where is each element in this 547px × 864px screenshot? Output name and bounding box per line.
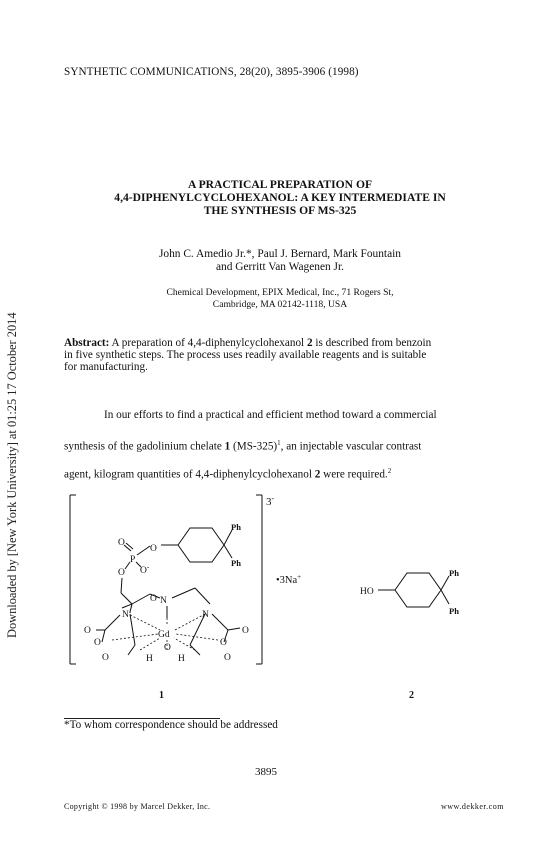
p-label: P xyxy=(130,555,136,565)
intro-compound-2: 2 xyxy=(314,468,321,481)
left-bracket xyxy=(70,495,76,664)
counterion-label: •3Na+ xyxy=(276,573,302,586)
compound-caption-1: 1 xyxy=(159,690,164,701)
abstract-text-2: is described from benzoin xyxy=(312,337,432,349)
footnote: *To whom correspondence should be addressed xyxy=(64,719,278,731)
o-label-k: O xyxy=(164,643,171,653)
h-label-b: H xyxy=(178,654,185,664)
ref-2: 2 xyxy=(387,467,392,475)
intro-text-a: synthesis of the gadolinium chelate xyxy=(64,440,225,453)
ref-1: 1 xyxy=(277,439,281,447)
title-line-2: 4,4-DIPHENYLCYCLOHEXANOL: A KEY INTERMEDIATE IN xyxy=(114,191,446,204)
intro-text-c: , an injectable vascular contrast xyxy=(280,440,422,453)
intro-line-1: In our efforts to find a practical and efficient method toward a commercial xyxy=(104,409,437,421)
abstract-compound-number: 2 xyxy=(306,337,313,349)
o-label-a: O xyxy=(118,538,125,548)
publisher-website: www.dekker.com xyxy=(441,802,504,811)
page-number: 3895 xyxy=(255,766,277,778)
cyclohexane-ring-2 xyxy=(395,573,441,607)
o-label-i: O xyxy=(102,653,109,663)
copyright: Copyright © 1998 by Marcel Dekker, Inc. xyxy=(64,802,211,811)
cyclohexane-ring-1 xyxy=(178,528,224,562)
intro-compound-1: 1 xyxy=(224,440,231,453)
abstract-line-3: for manufacturing. xyxy=(64,361,148,373)
intro-text-b: (MS-325) xyxy=(230,440,278,453)
o-label-c: O xyxy=(118,568,125,578)
affiliation-line-1: Chemical Development, EPIX Medical, Inc., 71 Rogers St, xyxy=(166,287,394,298)
title-line-3: THE SYNTHESIS OF MS-325 xyxy=(203,204,357,217)
o-label-d: O xyxy=(150,594,157,604)
ho-label: HO xyxy=(360,587,374,597)
download-watermark-text: Downloaded by [New York University] at 01:25 17 October 2014 xyxy=(5,312,19,638)
abstract-text-1: A preparation of 4,4-diphenylcyclohexanol xyxy=(109,337,307,349)
author-line-1: John C. Amedio Jr.*, Paul J. Bernard, Mark Fountain xyxy=(158,248,402,260)
intro-text-e: were required. xyxy=(320,468,388,481)
charge-label: 3- xyxy=(266,494,275,508)
journal-header: SYNTHETIC COMMUNICATIONS, 28(20), 3895-3906 (1998) xyxy=(64,66,359,78)
right-bracket xyxy=(256,495,262,664)
o-label-e: O xyxy=(84,626,91,636)
ph-label-1a: Ph xyxy=(231,522,241,532)
abstract-label: Abstract: xyxy=(64,337,110,349)
o-label-b: O xyxy=(150,544,157,554)
abstract-line-2: in five synthetic steps. The process uses readily available reagents and is suitable xyxy=(64,349,427,361)
o-label-g: O xyxy=(94,638,101,648)
author-line-2: and Gerritt Van Wagenen Jr. xyxy=(215,261,345,273)
n-label-3: N xyxy=(202,610,209,620)
affiliation-line-2: Cambridge, MA 02142-1118, USA xyxy=(212,299,348,310)
n-label-1: N xyxy=(160,596,167,606)
n-label-2: N xyxy=(122,610,129,620)
o-label-h: O xyxy=(220,638,227,648)
intro-text-d: agent, kilogram quantities of 4,4-diphenylcyclohexanol xyxy=(64,468,315,481)
o-label-j: O xyxy=(224,653,231,663)
title-line-1: A PRACTICAL PREPARATION OF xyxy=(187,178,373,191)
ph-label-2b: Ph xyxy=(449,606,459,616)
h-label-a: H xyxy=(146,654,153,664)
ph-label-2a: Ph xyxy=(449,568,459,578)
ph-label-1b: Ph xyxy=(231,558,241,568)
compound-caption-2: 2 xyxy=(409,690,414,701)
gd-label: Gd xyxy=(158,630,170,640)
o-minus-label: O- xyxy=(140,563,150,576)
o-label-f: O xyxy=(242,626,249,636)
